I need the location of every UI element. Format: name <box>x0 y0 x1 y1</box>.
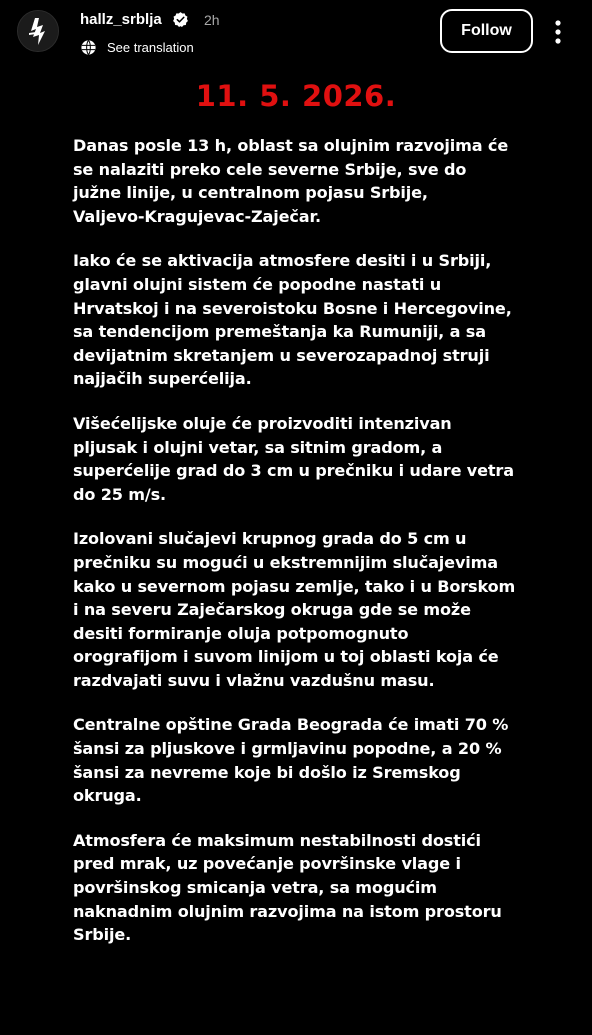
profile-avatar[interactable] <box>17 10 59 52</box>
post-paragraph: Danas posle 13 h, oblast sa olujnim razvojima će se nalaziti preko cele severne Srbije, sve do južne linije, u centralnom pojasu Srbije, Valjevo-Kragujevac-Zaječar. <box>73 136 509 226</box>
username[interactable]: hallz_srblja <box>80 11 162 28</box>
see-translation-label[interactable]: See translation <box>107 39 194 55</box>
post-paragraph: Centralne opštine Grada Beograda će imati 70 % šansi za pljuskove i grmljavinu popodne, a 20 % šansi za nevreme koje bi došlo iz Sremskog okruga. <box>73 715 509 806</box>
post-date-title: 11. 5. 2026. <box>195 79 397 113</box>
post-header <box>0 0 592 64</box>
follow-button[interactable]: Follow <box>440 9 533 53</box>
bolt-logo-icon <box>18 11 58 51</box>
more-vertical-icon[interactable] <box>548 17 568 47</box>
post-paragraph: Višećelijske oluje će proizvoditi intenzivan pljusak i olujni vetar, sa sitnim gradom, a superćelije grad do 3 cm u prečniku i udare vetra do 25 m/s. <box>73 413 514 504</box>
verified-badge-icon <box>172 11 189 28</box>
post-paragraph: Izolovani slučajevi krupnog grada do 5 cm u prečniku su mogući u ekstremnijim slučajevima kako u severnom pojasu zemlje, tako i u Borskom i na severu Zaječarskog okruga gde se može desiti formiranje oluja potpomognuto orografijom i suvom linijom u toj oblasti koja će razdvajati suvu i vlažnu vazdušnu masu. <box>73 529 516 690</box>
post-body <box>73 134 545 968</box>
see-translation-link[interactable] <box>80 37 194 57</box>
globe-icon <box>80 39 97 56</box>
post-paragraph: Iako će se aktivacija atmosfere desiti i u Srbiji, glavni olujni sistem će popodne nastati u Hrvatskoj i na severoistoku Bosne i Hercegovine, sa tendencijom premeštanja ka Rumuniji, a sa devijatnim skretanjem u severozapadnoj struji najjačih superćelija. <box>73 251 512 389</box>
post-time: 2h <box>204 12 220 28</box>
post-paragraph: Atmosfera će maksimum nestabilnosti dostići pred mrak, uz povećanje površinske vlage i površinskog smicanja vetra, sa mogućim naknadnim olujnim razvojima na istom prostoru Srbije. <box>73 830 502 945</box>
